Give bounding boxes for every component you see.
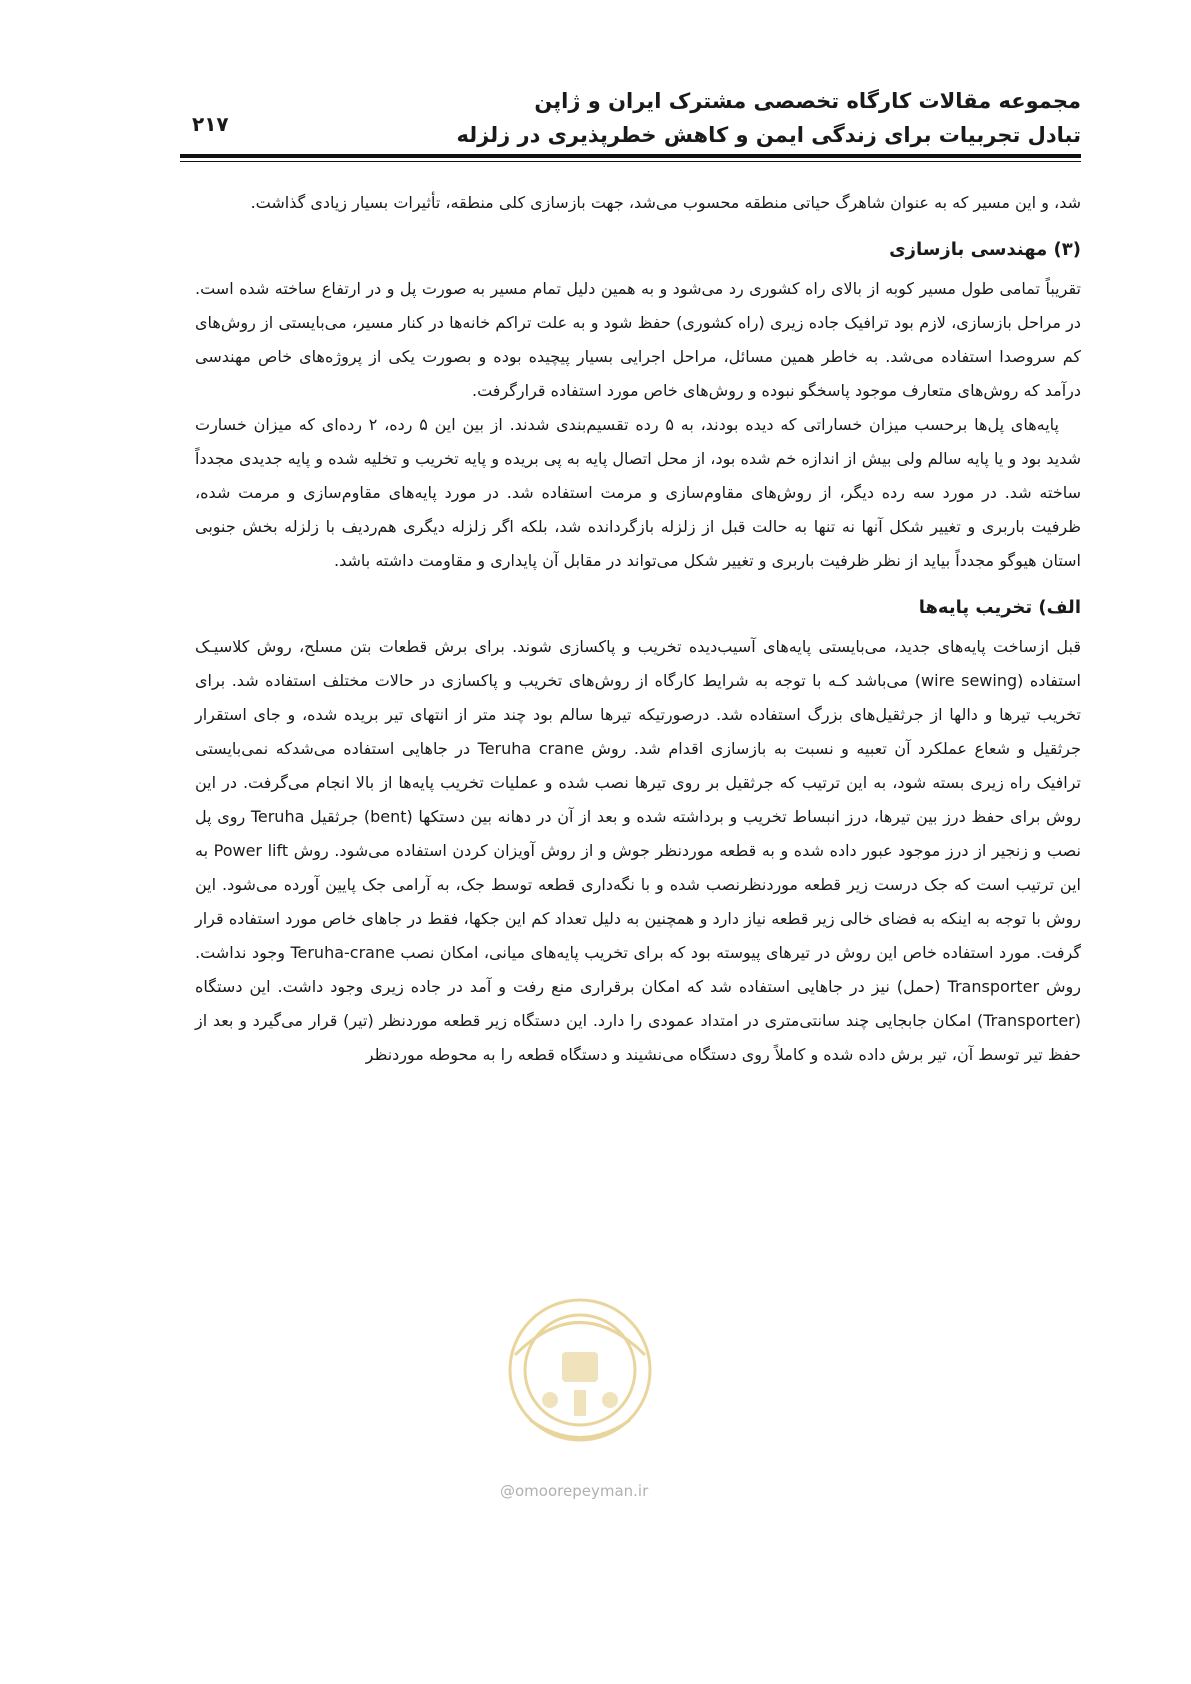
section-paragraph: تقریباً تمامی طول مسیر کوبه از بالای راه کشوری رد می‌شود و به همین دلیل تمام مسیر به صورت پل و در ارتفاع ساخته شده است. در مراحل بازسازی، لازم بود ترافیک جاده زیری (راه کشوری) حفظ شود و به علت تراکم خانه‌ها در کنار مسیر، می‌بایستی از روش‌های کم سروصدا استفاده می‌شد. به خاطر همین مسائل، مراحل اجرایی بسیار پیچیده بوده و بصورت یکی از پروژه‌های خاص مهندسی درآمد که روش‌های متعارف موجود پاسخگو نبوده و روش‌های خاص مورد استفاده قرارگرفت.	[195, 279, 1081, 400]
subsection-heading: الف) تخریب پایه‌ها	[918, 597, 1081, 618]
watermark-seal-icon	[470, 1270, 690, 1470]
subsection-paragraph: قبل ازساخت پایه‌های جدید، می‌بایستی پایه‌های آسیب‌دیده تخریب و پاکسازی شوند. برای برش قطعات بتن مسلح، روش کلاسیـک استفاده (wire sewing) می‌باشد کـه با توجه به شرایط کارگاه از روش‌های تخریب و پاکسازی در حالات مختلف استفاده شد. برای تخریب تیرها و دالها از جرثقیل‌های بزرگ استفاده شد. درصورتیکه تیرها سالم بود چند متر از انتهای تیر بریده شده، و جای استقرار جرثقیل و شعاع عملکرد آن تعبیه و نسبت به بازسازی اقدام شد. روش Teruha crane در جاهایی استفاده می‌شدکه نمی‌بایستی ترافیک راه زیری بسته شود، به این ترتیب که جرثقیل بر روی تیرها نصب شده و عملیات تخریب پایه‌ها از بالا انجام می‌گرفت. در این روش برای حفظ درز بین تیرها، درز انبساط تخریب و برداشته شده و بعد از آن در دهانه بین دستکها (bent) جرثقیل Teruha روی پل نصب و زنجیر از درز موجود عبور داده شده و به قطعه مورد‌نظر جوش و از روش آویزان کردن استفاده می‌شود. روش Power lift به این ترتیب است که جک درست زیر قطعه مورد‌نظرنصب شده و با نگه‌داری قطعه توسط جک، به آرامی جک پایین آورده می‌شود. این روش با توجه به اینکه به فضای خالی زیر قطعه نیاز دارد و همچنین به دلیل تعداد کم این جکها، فقط در جاهای خاص مورد استفاده قرار گرفت. مورد استفاده خاص این روش در تیرهای پیوسته بود که برای تخریب پایه‌های میانی، امکان نصب Teruha-crane وجود نداشت. روش Transporter (حمل) نیز در جاهایی استفاده شد که امکان برقراری منع رفت و آمد در جاده زیری وجود داشت. این دستگاه (Transporter) امکان جابجایی چند سانتی‌متری در امتداد عمودی را دارد. این دستگاه زیر قطعه مورد‌نظر (تیر) قرار می‌گیرد و بعد از حفظ تیر توسط آن، تیر برش داده شده و کاملاً روی دستگاه می‌نشیند و دستگاه قطعه را به محوطه مورد‌نظر	[195, 637, 1082, 1064]
header-titles	[457, 84, 1081, 152]
header-title-line2: تبادل تجربیات برای زندگی ایمن و کاهش خطرپذیری در زلزله	[456, 123, 1081, 147]
header-rule-thick	[180, 154, 1081, 158]
intro-paragraph: شد، و این مسیر که به عنوان شاهرگ حیاتی منطقه محسوب می‌شد، جهت بازسازی کلی منطقه، تأثیرات بسیار زیادی گذاشت.	[250, 193, 1081, 212]
watermark-url: @omoorepeyman.ir	[500, 1482, 649, 1500]
header-title-line1: مجموعه مقالات کارگاه تخصصی مشترک ایران و ژاپن	[534, 89, 1081, 113]
page-body	[195, 186, 1081, 1072]
page-number: ۲۱۷	[192, 112, 229, 136]
page-header	[180, 84, 1081, 164]
section-paragraph: پایه‌های پل‌ها برحسب میزان خساراتی که دیده بودند، به ۵ رده تقسیم‌بندی شدند. از بین این ۵ رده، ۲ رده‌ای که میزان خسارت شدید بود و یا پایه سالم ولی بیش از اندازه خم شده بود، از محل اتصال پایه به پی بریده و پایه تخریب و تخلیه شده و پایه جدیدی مجدداً ساخته شد. در مورد سه رده دیگر، از روش‌های مقاوم‌سازی و مرمت استفاده شد. در مورد پایه‌های مقاوم‌سازی و مرمت شده، ظرفیت باربری و تغییر شکل آنها نه تنها به حالت قبل از زلزله بازگردانده شد، بلکه اگر زلزله دیگری هم‌ردیف با زلزله بخش جنوبی استان هیوگو مجدداً بیاید از نظر ظرفیت باربری و تغییر شکل می‌تواند در مقابل آن پایداری و مقاومت داشته باشد.	[195, 415, 1081, 570]
header-rule-thin	[180, 161, 1081, 162]
section-heading: (۳) مهندسی بازسازی	[889, 239, 1081, 260]
